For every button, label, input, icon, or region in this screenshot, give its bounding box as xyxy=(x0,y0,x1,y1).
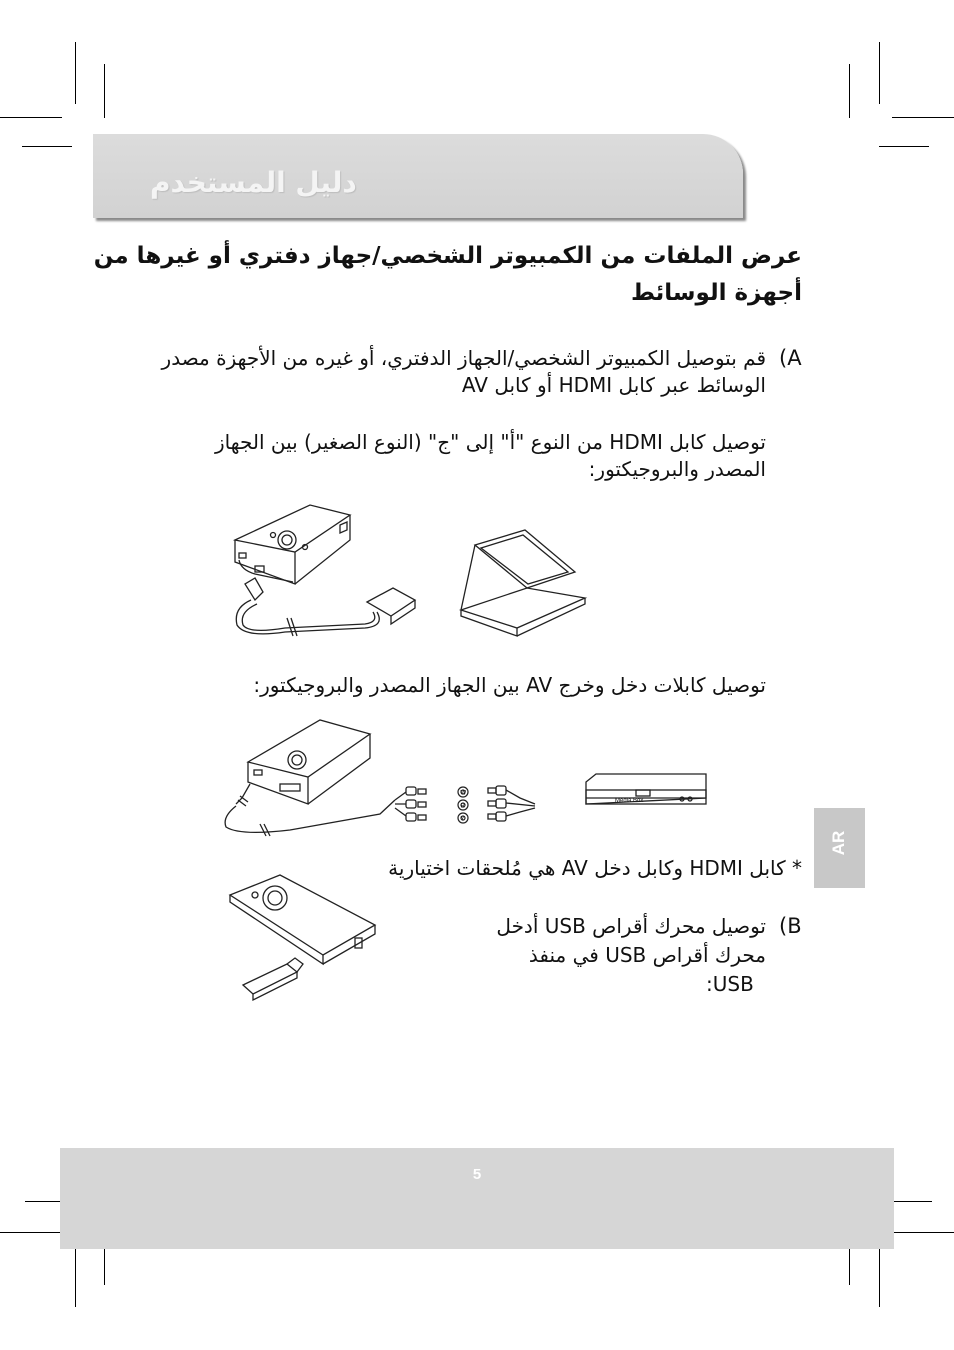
av-instruction: توصيل كابلات دخل وخرج AV بين الجهاز المصدر والبروجيكتور: xyxy=(253,673,766,697)
projector-illustration xyxy=(235,505,350,584)
rca-connectors-illustration xyxy=(488,786,535,821)
section-title-continued: أجهزة الوسائط xyxy=(631,280,802,306)
step-b-text-line1: توصيل محرك أقراص USB أدخل xyxy=(496,914,766,938)
usb-drive-illustration xyxy=(243,958,303,1000)
media-box-label: Media Box xyxy=(615,798,644,804)
rca-jack-label: R xyxy=(460,803,465,810)
hdmi-cable-illustration xyxy=(236,578,415,636)
av-cable-illustration xyxy=(225,784,426,836)
step-a-text-line1: قم بتوصيل الكمبيوتر الشخصي/الجهاز الدفتري، أو غيره من الأجهزة مصدر xyxy=(161,346,766,370)
hdmi-instruction-line2: المصدر والبروجيكتور: xyxy=(588,457,766,481)
media-box-illustration xyxy=(586,774,706,804)
rca-jack-label: Y xyxy=(460,816,465,823)
hdmi-instruction-line1: توصيل كابل HDMI من النوع "أ" إلى "ج" (النوع الصغير) بين الجهاز xyxy=(214,430,766,454)
page-number: 5 xyxy=(472,1166,482,1183)
step-b-text-line2: محرك أقراص USB في منفذ xyxy=(528,943,766,967)
step-a-marker: (A xyxy=(779,346,802,370)
laptop-illustration xyxy=(461,530,585,636)
projector-illustration xyxy=(230,875,375,964)
av-connection-figure xyxy=(220,712,720,837)
hdmi-connection-figure xyxy=(215,500,605,645)
projector-illustration xyxy=(248,720,370,804)
rca-jack-label: W xyxy=(460,790,467,797)
section-title: عرض الملفات من الكمبيوتر الشخصي/جهاز دفتري أو غيرها من xyxy=(93,243,802,269)
usb-connection-figure xyxy=(225,870,385,1005)
language-tab-label: AR xyxy=(829,830,848,856)
optional-accessories-note: * كابل HDMI وكابل دخل AV هي مُلحقات اختيارية xyxy=(388,856,802,880)
step-b-marker: (B xyxy=(779,914,802,938)
footer-band xyxy=(60,1148,894,1249)
step-a-text-line2: الوسائط عبر كابل HDMI أو كابل AV xyxy=(461,373,766,397)
page-header-title: دليل المستخدم xyxy=(150,166,357,199)
step-b-text-line3: :USB xyxy=(706,972,754,996)
